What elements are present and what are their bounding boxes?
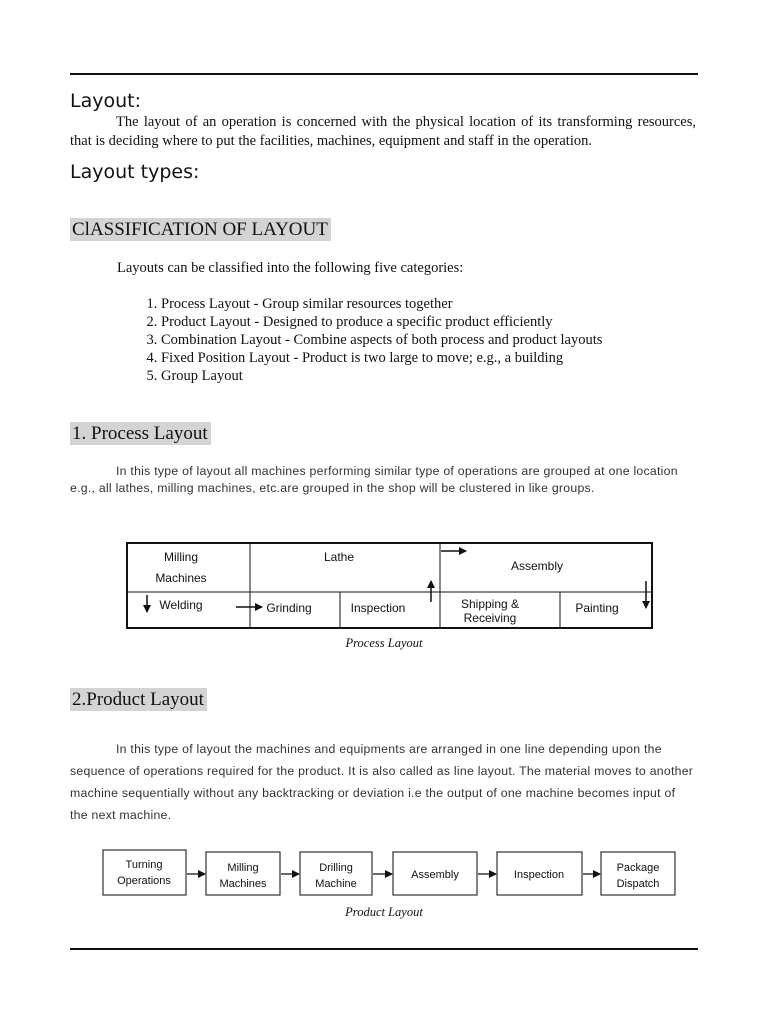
painting-label: Painting [575, 601, 619, 615]
step-assembly [393, 852, 477, 895]
list-item: 3. Combination Layout - Combine aspects of both process and product layouts [161, 331, 602, 349]
svg-text:Package: Package [616, 862, 660, 874]
bottom-rule [70, 948, 698, 950]
classification-heading: ClASSIFICATION OF LAYOUT [70, 218, 331, 241]
product-layout-caption: Product Layout [345, 905, 423, 919]
process-layout-diagram [0, 535, 768, 645]
svg-text:Assembly: Assembly [411, 869, 459, 881]
layout-heading: Layout: [70, 90, 141, 112]
product-layout-heading: 2.Product Layout [70, 688, 207, 711]
classification-list [117, 295, 602, 385]
layout-types-heading: Layout types: [70, 161, 200, 183]
product-layout-description: In this type of layout the machines and equipments are arranged in one line depending upon the sequence of operations required for the product. It is also called as line layout. The material moves to another machine sequentially without any backtracking or deviation i.e the output of one machine becomes input of the next machine. [70, 742, 694, 822]
step-drilling [300, 852, 372, 895]
receiving-label: Receiving [463, 611, 517, 625]
layout-definition: The layout of an operation is concerned with the physical location of its transforming resources, that is deciding where to put the facilities, machines, equipment and staff in the operation. [70, 114, 696, 149]
step-turning [103, 850, 186, 895]
svg-text:Inspection: Inspection [513, 869, 565, 881]
svg-text:Drilling: Drilling [319, 862, 353, 874]
svg-text:Operations: Operations [117, 875, 171, 887]
process-layout-description: In this type of layout all machines performing similar type of operations are grouped at one location e.g., all lathes, milling machines, etc.are grouped in the shop will be clustered in like groups. [70, 464, 678, 495]
svg-text:Turning: Turning [125, 859, 163, 871]
lathe-label: Lathe [323, 550, 355, 564]
svg-text:Machine: Machine [315, 878, 357, 890]
process-layout-caption: Process Layout [345, 636, 423, 650]
svg-text:Dispatch: Dispatch [616, 878, 660, 890]
process-layout-heading: 1. Process Layout [70, 422, 211, 445]
inspection-label: Inspection [350, 601, 406, 615]
grinding-label: Grinding [266, 601, 312, 615]
welding-label: Welding [159, 598, 203, 612]
machines-label: Machines [155, 571, 207, 585]
step-milling [206, 852, 280, 895]
classification-intro: Layouts can be classified into the following five categories: [117, 260, 464, 276]
assembly-label: Assembly [510, 559, 564, 573]
step-inspection [497, 852, 582, 895]
product-layout-diagram [0, 845, 768, 905]
list-item: 2. Product Layout - Designed to produce a specific product efficiently [161, 313, 602, 331]
list-item: 4. Fixed Position Layout - Product is two large to move; e.g., a building [161, 349, 602, 367]
shipping-label: Shipping & [460, 597, 520, 611]
top-rule [70, 73, 698, 75]
list-item: 1. Process Layout - Group similar resources together [161, 295, 602, 313]
milling-label: Milling [163, 550, 199, 564]
svg-text:Milling: Milling [227, 862, 259, 874]
svg-text:Machines: Machines [219, 878, 267, 890]
step-package-dispatch [601, 852, 675, 895]
list-item: 5. Group Layout [161, 367, 602, 385]
